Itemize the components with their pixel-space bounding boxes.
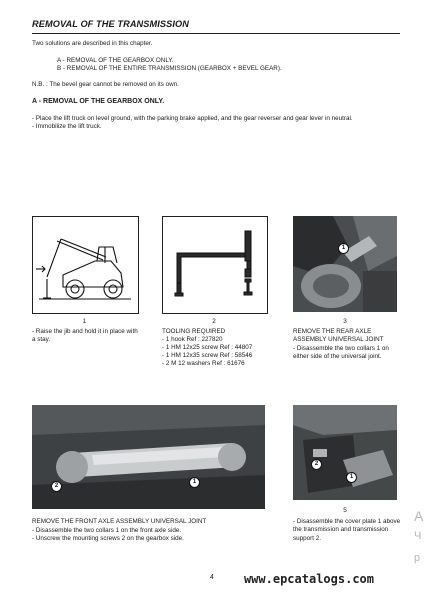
section-a-step-2: - Immobilize the lift truck. bbox=[32, 123, 102, 130]
option-a: A - REMOVAL OF THE GEARBOX ONLY. bbox=[57, 57, 174, 64]
side-fragment-1: A bbox=[414, 508, 424, 524]
side-fragment-3: р bbox=[414, 552, 421, 564]
figure-1-number: 1 bbox=[82, 318, 87, 325]
title-rule bbox=[32, 33, 400, 34]
page-title: REMOVAL OF THE TRANSMISSION bbox=[32, 19, 190, 29]
figure-4-callout-1: 1 bbox=[189, 477, 200, 488]
figure-4-step-2: - Unscrew the mounting screws 2 on the gearbox side. bbox=[32, 535, 184, 542]
figure-5-photo bbox=[293, 405, 397, 500]
figure-2-heading: TOOLING REQUIRED bbox=[162, 328, 226, 335]
figure-4-heading: REMOVE THE FRONT AXLE ASSEMBLY UNIVERSAL JOINT bbox=[32, 518, 207, 525]
watermark-url: www.epcatalogs.com bbox=[243, 572, 374, 586]
figure-1-caption: - Raise the jib and hold it in place with a stay. bbox=[32, 328, 138, 344]
front-axle-photo bbox=[32, 405, 265, 509]
figure-2-number: 2 bbox=[212, 318, 216, 325]
side-fragment-2: Ч bbox=[414, 530, 422, 542]
figure-5-number: 5 bbox=[343, 507, 347, 514]
figure-3-photo bbox=[293, 216, 397, 312]
hook-tool-drawing bbox=[163, 217, 267, 313]
cover-plate-photo bbox=[293, 405, 397, 500]
figure-2-item-4: - 2 M 12 washers Ref : 61676 bbox=[162, 360, 245, 367]
rear-axle-photo bbox=[293, 216, 397, 312]
option-b: B - REMOVAL OF THE ENTIRE TRANSMISSION (GEARBOX + BEVEL GEAR). bbox=[57, 65, 282, 72]
section-a-title: A - REMOVAL OF THE GEARBOX ONLY. bbox=[32, 98, 165, 105]
figure-4-callout-2: 2 bbox=[51, 481, 62, 492]
figure-5-callout-1: 1 bbox=[346, 472, 357, 483]
figure-2-image bbox=[162, 216, 268, 314]
lift-truck-drawing bbox=[33, 217, 138, 313]
page-number: 4 bbox=[210, 574, 214, 581]
figure-1-image bbox=[32, 216, 139, 314]
figure-4-step-1: - Disassemble the two collars 1 on the front axle side. bbox=[32, 527, 182, 534]
note-text: N.B. : The bevel gear cannot be removed on its own. bbox=[32, 81, 179, 88]
figure-5-callout-2: 2 bbox=[311, 459, 322, 470]
figure-2-item-2: - 1 HM 12x25 screw Ref : 44807 bbox=[162, 344, 253, 351]
section-a-step-1: - Place the lift truck on level ground, with the parking brake applied, and the gear reverser and gear lever in neutral. bbox=[32, 115, 353, 122]
figure-4-photo bbox=[32, 405, 265, 509]
figure-3-callout-1: 1 bbox=[338, 243, 349, 254]
figure-2-item-3: - 1 HM 12x35 screw Ref : 58546 bbox=[162, 352, 253, 359]
intro-text: Two solutions are described in this chapter. bbox=[32, 40, 153, 47]
figure-3-number: 3 bbox=[343, 318, 347, 325]
figure-2-item-1: - 1 hook Ref : 227820 bbox=[162, 336, 223, 343]
figure-3-heading: REMOVE THE REAR AXLE ASSEMBLY UNIVERSAL JOINT bbox=[293, 328, 384, 344]
figure-5-caption: - Disassemble the cover plate 1 above the transmission and transmission support 2. bbox=[293, 518, 401, 542]
figure-3-caption: - Disassemble the two collars 1 on either side of the universal joint. bbox=[293, 345, 389, 361]
